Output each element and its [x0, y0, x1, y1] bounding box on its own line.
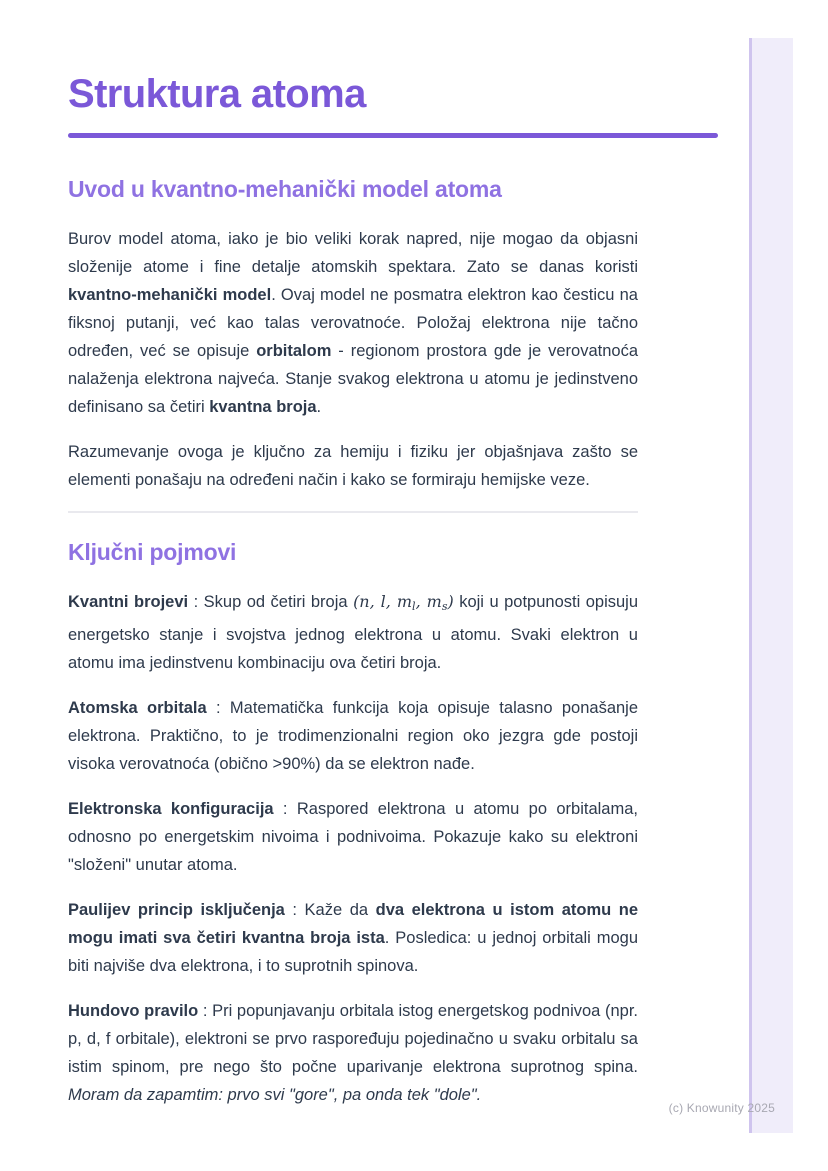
content-column [68, 72, 638, 1126]
paragraph-intro-2: Razumevanje ovoga je ključno za hemiju i fiziku jer objašnjava zašto se elementi ponašaju na određeni način i kako se formiraju hemijske veze. [68, 443, 638, 489]
section-heading-intro: Uvod u kvantno-mehanički model atoma [68, 176, 502, 202]
side-accent-bar [749, 38, 793, 1133]
paragraph-intro-1: Burov model atoma, iako je bio veliki korak napred, nije mogao da objasni složenije atome i fine detalje atomskih spektara. Zato se danas koristi kvantno-mehanički model. Ovaj model ne posmatra elektron kao česticu na fiksnoj putanji, već kao talas verovatnoće. Položaj elektrona nije tačno određen, već se opisuje orbitalom - regionom prostora gde je verovatnoća nalaženja elektrona najveća. Stanje svakog elektrona u atomu je jedinstveno definisano sa četiri kvantna broja. [68, 230, 638, 416]
footer-copyright: (c) Knowunity 2025 [668, 1101, 775, 1115]
section-divider [68, 511, 638, 513]
paragraph-electron-configuration: Elektronska konfiguracija : Raspored elektrona u atomu po orbitalama, odnosno po energetskim nivoima i podnivoima. Pokazuje kako su elektroni "složeni" unutar atoma. [68, 800, 638, 874]
section-heading-key-terms: Ključni pojmovi [68, 539, 237, 565]
title-underline [68, 133, 718, 138]
paragraph-hund-rule: Hundovo pravilo : Pri popunjavanju orbitala istog energetskog podnivoa (npr. p, d, f orbitale), elektroni se prvo raspoređuju pojedinačno u svaku orbitalu sa istim spinom, pre nego što počne uparivanje elektrona suprotnog spina. Moram da zapamtim: prvo svi "gore", pa onda tek "dole". [68, 1002, 639, 1104]
paragraph-atomic-orbital: Atomska orbitala : Matematička funkcija koja opisuje talasno ponašanje elektrona. Praktično, to je trodimenzionalni region oko jezgra gde postoji visoka verovatnoća (obično >90%) da se elektron nađe. [68, 699, 639, 773]
paragraph-pauli-principle: Paulijev princip isključenja : Kaže da dva elektrona u istom atomu ne mogu imati sva četiri kvantna broja ista. Posledica: u jednoj orbitali mogu biti najviše dva elektrona, i to suprotnih spinova. [68, 901, 638, 975]
paragraph-quantum-numbers: Kvantni brojevi : Skup od četiri broja (n, l, ml, ms) koji u potpunosti opisuju energetsko stanje i svojstva jednog elektrona u atomu. Svaki elektron u atomu ima jedinstvenu kombinaciju ova četiri broja. [68, 592, 639, 672]
page-title: Struktura atoma [68, 72, 366, 116]
